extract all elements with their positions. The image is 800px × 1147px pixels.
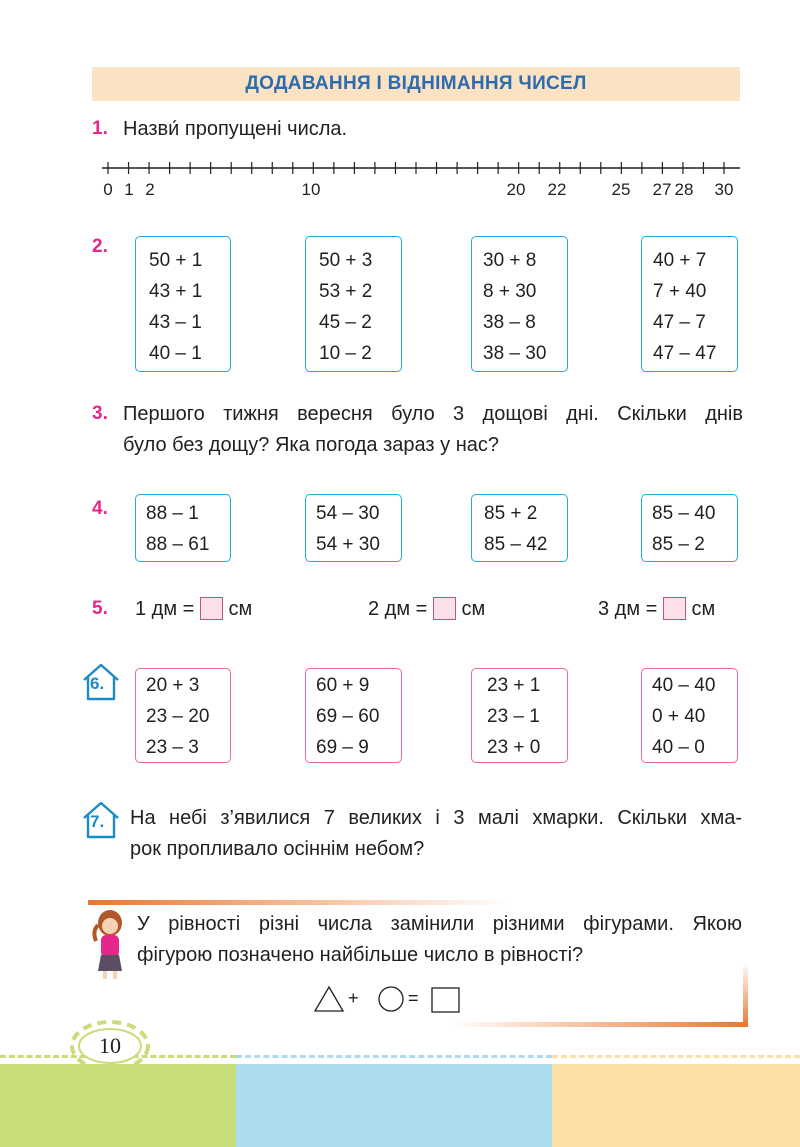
task-6-box-1 (135, 668, 231, 763)
task-7-number: 7. (90, 812, 105, 831)
circle-icon (376, 985, 406, 1013)
expression: 88 – 1 (146, 503, 199, 524)
puzzle-line-2: фігурою позначено найбільше число в рівності? (137, 944, 584, 966)
expression: 10 – 2 (319, 343, 372, 364)
answer-square[interactable] (663, 597, 686, 620)
tick-label-2: 2 (145, 180, 155, 199)
triangle-icon (313, 985, 345, 1013)
expression: 38 – 8 (483, 312, 536, 333)
answer-square[interactable] (433, 597, 456, 620)
expression: 23 – 20 (146, 706, 210, 727)
expression: 53 + 2 (319, 281, 373, 302)
expression: 85 – 2 (652, 534, 705, 555)
task-4-box-4 (641, 494, 738, 562)
footer-orange-block (552, 1064, 800, 1147)
task-6-box-4 (641, 668, 738, 763)
puzzle-bottom-border (450, 1022, 748, 1027)
task-2-box-3 (471, 236, 568, 372)
expression: 30 + 8 (483, 250, 537, 271)
task-6-box-2 (305, 668, 402, 763)
expression: 20 + 3 (146, 675, 200, 696)
footer-dash-blue (236, 1055, 552, 1058)
conversion-unit: см (691, 598, 716, 620)
expression: 54 + 30 (316, 534, 380, 555)
expression: 8 + 30 (483, 281, 537, 302)
task-1-text: Назви́ пропущені числа. (123, 118, 348, 140)
puzzle-right-border (743, 962, 748, 1027)
task-1-number: 1. (92, 118, 108, 139)
task-7-line-1: На небі з’явилися 7 великих і 3 малі хмарки. Скільки хма- (130, 807, 742, 829)
tick-label-28: 28 (674, 180, 694, 199)
page-number: 10 (99, 1033, 121, 1058)
expression: 0 + 40 (652, 706, 706, 727)
task-4-box-2 (305, 494, 402, 562)
task-2-number: 2. (92, 236, 108, 257)
expression: 23 – 1 (487, 706, 540, 727)
expression: 40 + 7 (653, 250, 707, 271)
conversion-unit: см (461, 598, 486, 620)
tick-label-10: 10 (301, 180, 321, 199)
expression: 40 – 0 (652, 737, 705, 758)
girl-icon (90, 905, 130, 985)
footer-blue-block (236, 1064, 552, 1147)
expression: 47 – 7 (653, 312, 706, 333)
task-3-line-2: було без дощу? Яка погода зараз у нас? (123, 434, 499, 456)
home-task-7-icon (81, 800, 121, 840)
conversion-unit: см (228, 598, 253, 620)
tick-label-25: 25 (611, 180, 631, 199)
task-2-box-1 (135, 236, 231, 372)
task-4-number: 4. (92, 498, 108, 519)
plus-sign: + (348, 988, 359, 1008)
expression: 50 + 3 (319, 250, 373, 271)
conversion-left: 3 дм = (598, 598, 658, 620)
conversion-3 (598, 594, 715, 625)
task-6-box-3 (471, 668, 568, 763)
tick-label-0: 0 (103, 180, 113, 199)
home-task-6-icon (81, 662, 121, 702)
number-line (100, 158, 745, 182)
equals-sign: = (408, 988, 419, 1008)
tick-label-22: 22 (547, 180, 567, 199)
expression: 23 – 3 (146, 737, 199, 758)
expression: 85 – 42 (484, 534, 548, 555)
expression: 7 + 40 (653, 281, 707, 302)
expression: 45 – 2 (319, 312, 372, 333)
expression: 85 + 2 (484, 503, 538, 524)
puzzle-top-border (88, 900, 508, 905)
expression: 69 – 9 (316, 737, 369, 758)
footer-dash-orange (552, 1055, 800, 1058)
task-3-line-1: Першого тижня вересня було 3 дощові дні. Скільки днів (123, 403, 743, 425)
expression: 69 – 60 (316, 706, 380, 727)
section-title-bar (92, 67, 740, 101)
task-2-box-2 (305, 236, 402, 372)
expression: 85 – 40 (652, 503, 716, 524)
expression: 43 – 1 (149, 312, 202, 333)
conversion-1 (135, 594, 252, 625)
puzzle-line-1: У рівності різні числа замінили різними фігурами. Якою (137, 913, 742, 935)
task-4-box-1 (135, 494, 231, 562)
expression: 40 – 40 (652, 675, 716, 696)
conversion-2 (368, 594, 485, 625)
expression: 43 + 1 (149, 281, 203, 302)
tick-label-1: 1 (124, 180, 134, 199)
conversion-left: 2 дм = (368, 598, 428, 620)
expression: 50 + 1 (149, 250, 203, 271)
conversion-left: 1 дм = (135, 598, 195, 620)
task-2-box-4 (641, 236, 738, 372)
task-3-number: 3. (92, 403, 108, 424)
expression: 88 – 61 (146, 534, 210, 555)
tick-label-30: 30 (714, 180, 734, 199)
expression: 54 – 30 (316, 503, 380, 524)
square-icon (431, 987, 461, 1013)
expression: 38 – 30 (483, 343, 547, 364)
task-4-box-3 (471, 494, 568, 562)
task-5-number: 5. (92, 598, 108, 619)
section-title: ДОДАВАННЯ І ВІДНІМАННЯ ЧИСЕЛ (245, 73, 587, 94)
task-7-line-2: рок пропливало осіннім небом? (130, 838, 425, 860)
expression: 23 + 0 (487, 737, 541, 758)
expression: 60 + 9 (316, 675, 370, 696)
expression: 23 + 1 (487, 675, 541, 696)
expression: 40 – 1 (149, 343, 202, 364)
tick-label-20: 20 (506, 180, 526, 199)
answer-square[interactable] (200, 597, 223, 620)
task-6-number: 6. (90, 674, 105, 693)
tick-label-27: 27 (652, 180, 672, 199)
expression: 47 – 47 (653, 343, 717, 364)
